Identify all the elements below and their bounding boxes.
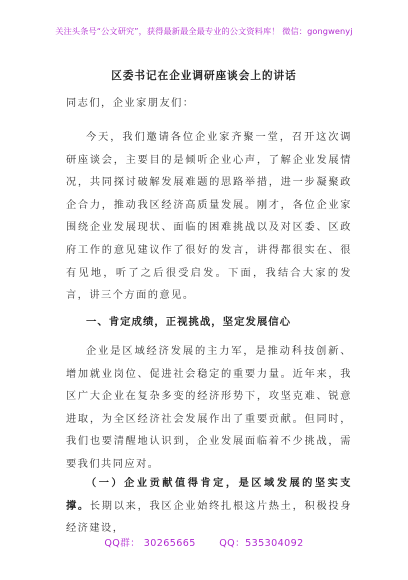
header-note: 关注头条号“公文研究”，获得最新最全最专业的公文资料库！ 微信：gongwenyj: [55, 26, 353, 36]
greeting: 同志们，企业家朋友们：: [66, 98, 195, 109]
subsection-text: 长期以来，我区企业始终扎根这片热土，积极投身经济建设，: [66, 500, 353, 535]
paragraph-section-1: 企业是区域经济发展的主力军，是推动科技创新、增加就业岗位、促进社会稳定的重要力量。近年来，我区广大企业在复杂多变的经济形势下，攻坚克难、锐意进取，为全区经济社会发展作出了重要贡献。但同时，我们也要清醒地认识到，企业发展面临着不少挑战，需要我们共同应对。: [66, 346, 352, 470]
paragraph-subsection-1: [66, 473, 352, 541]
section-heading-1: 一、肯定成绩，正视挑战，坚定发展信心: [86, 316, 292, 328]
subsection-lead: （一）企业贡献值得肯定，是区域发展的坚实支撑。: [66, 478, 352, 512]
paragraph-intro: 今天，我们邀请各位企业家齐聚一堂，召开这次调研座谈会，主要目的是倾听企业心声，了解企业发展情况，共同探讨破解发展难题的思路举措，进一步凝聚政企合力，推动我区经济高质量发展。刚才，各位企业家围绕企业发展现状、面临的困难挑战以及对区委、区政府工作的意见建议作了很好的发言，讲得都很实在、很有见地，听了之后很受启发。下面，我结合大家的发言，讲三个方面的意见。: [66, 132, 352, 302]
footer-contact: [0, 535, 408, 549]
footer-qq-group: QQ群： 30265665: [104, 538, 196, 549]
footer-qq: QQ：535304092: [219, 538, 304, 549]
document-title: 区委书记在企业调研座谈会上的讲话: [111, 70, 297, 82]
